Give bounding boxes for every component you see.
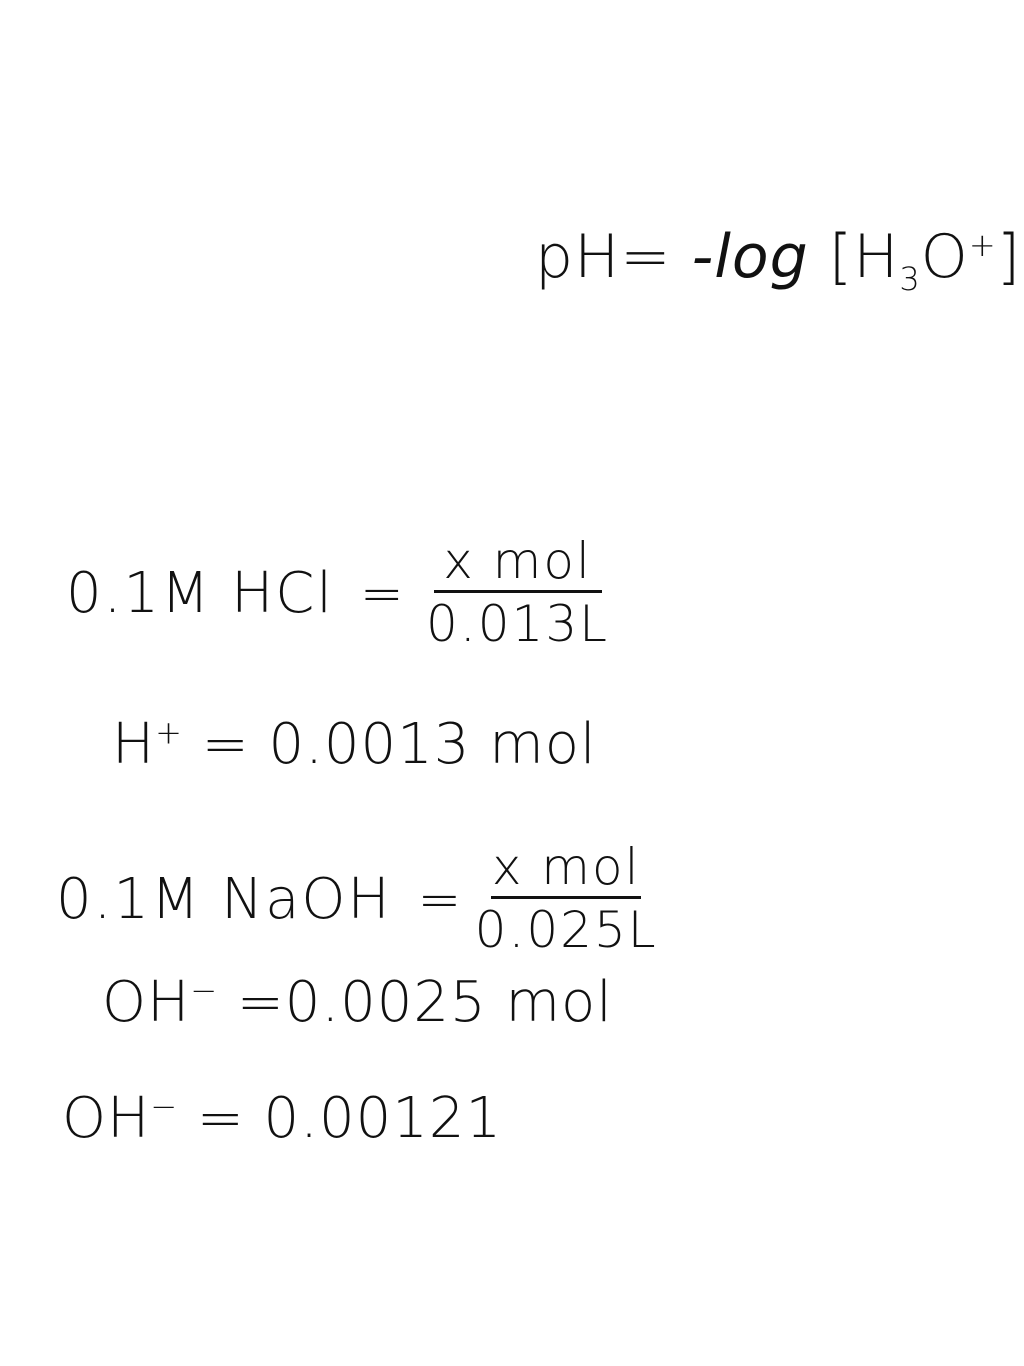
bracket-open: [ xyxy=(828,222,854,292)
hcl-fraction xyxy=(426,532,610,655)
h-plus-moles xyxy=(112,712,597,777)
hydronium-charge: + xyxy=(968,226,997,264)
naoh-concentration: 0.1M NaOH xyxy=(56,867,392,932)
hydronium-subscript: 3 xyxy=(899,260,921,298)
h-charge: + xyxy=(155,713,183,752)
oh-excess-value: 0.00121 xyxy=(263,1086,503,1151)
oh-ion: OH xyxy=(102,970,191,1035)
oh-excess-ion: OH xyxy=(62,1086,151,1151)
bracket-close: ] xyxy=(996,222,1022,292)
naoh-numerator: x mol xyxy=(491,838,641,896)
oh-minus-excess xyxy=(62,1086,502,1151)
hydronium-h: H xyxy=(853,222,900,292)
naoh-equals: = xyxy=(417,869,462,930)
naoh-fraction xyxy=(474,838,658,961)
hydronium-o: O xyxy=(920,222,969,292)
oh-minus-moles xyxy=(102,970,613,1035)
hcl-equation xyxy=(66,532,610,655)
h-ion: H xyxy=(112,712,156,777)
oh-excess-equals: = xyxy=(196,1086,245,1151)
oh-excess-charge: − xyxy=(150,1087,178,1126)
naoh-denominator: 0.025L xyxy=(474,901,658,959)
h-value: 0.0013 mol xyxy=(268,712,597,777)
naoh-equation xyxy=(56,838,658,961)
oh-charge: − xyxy=(190,971,218,1010)
negative-log: -log xyxy=(691,222,809,292)
ph-equals: = xyxy=(620,222,672,292)
hcl-equals: = xyxy=(359,563,404,624)
ph-label: pH xyxy=(535,222,621,292)
h-equals: = xyxy=(201,712,250,777)
hcl-concentration: 0.1M HCl xyxy=(66,561,334,626)
ph-formula xyxy=(535,222,1021,298)
hcl-denominator: 0.013L xyxy=(426,595,610,653)
hcl-numerator: x mol xyxy=(443,532,592,590)
oh-equals: = xyxy=(236,970,285,1035)
oh-value: 0.0025 mol xyxy=(284,970,613,1035)
